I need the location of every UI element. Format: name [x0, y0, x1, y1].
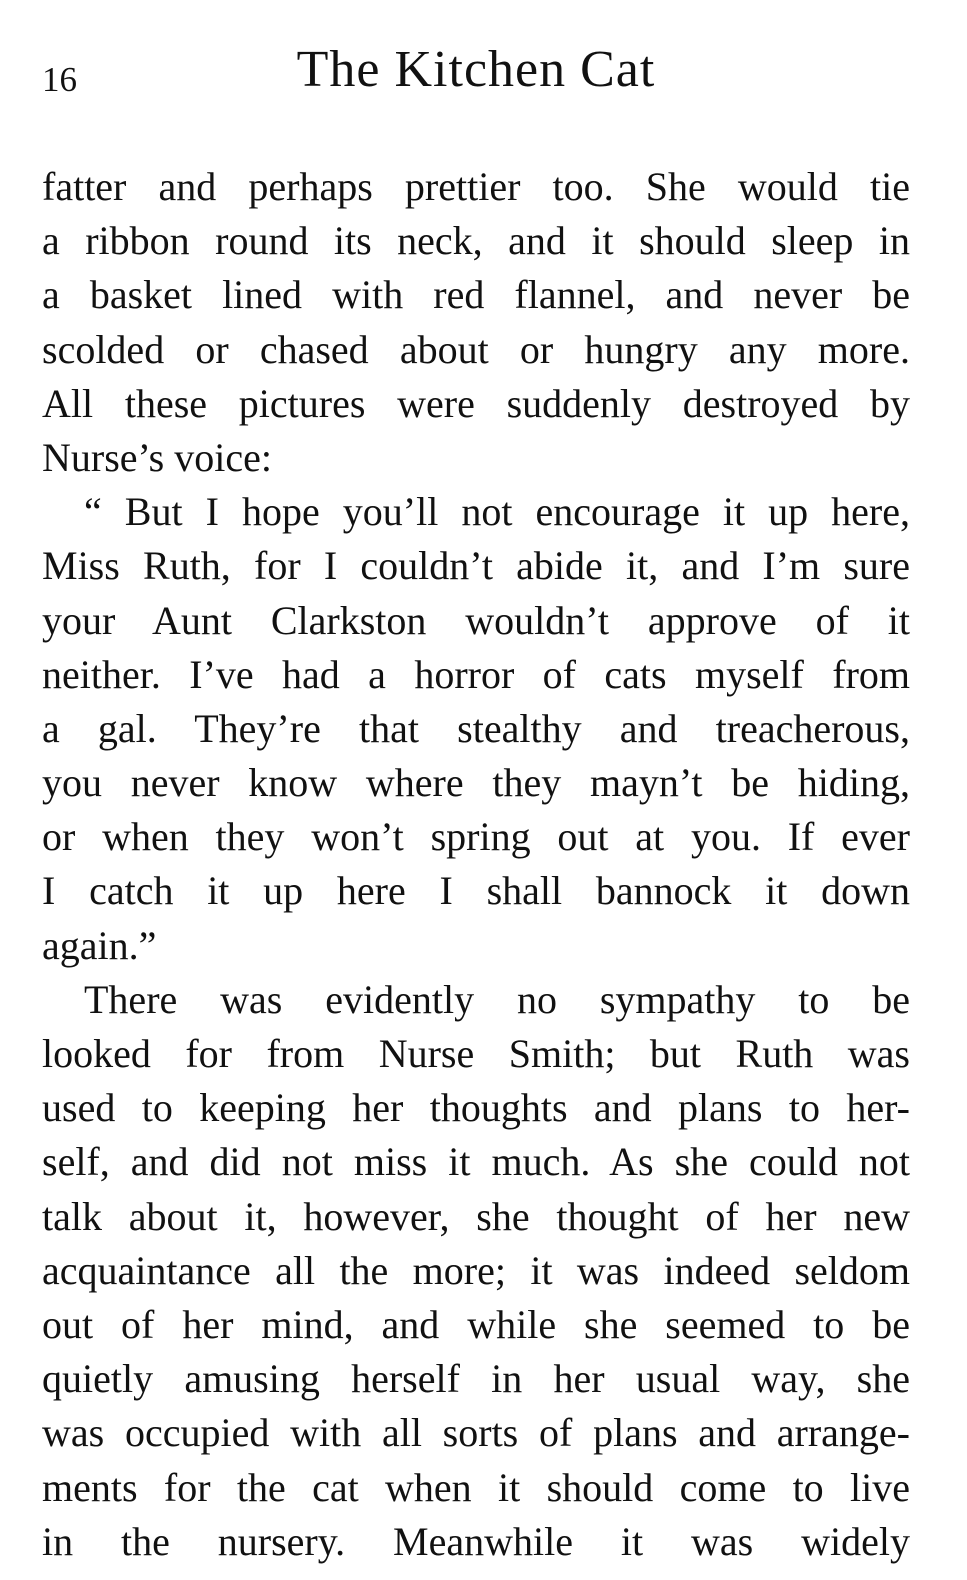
page-header: [42, 30, 910, 108]
text-line: again.”: [42, 922, 157, 968]
running-title: The Kitchen Cat: [296, 41, 656, 98]
text-line: acquaintance all the more; it was indeed seldom: [42, 1247, 910, 1293]
text-line: was occupied with all sorts of plans and arrange-: [42, 1410, 910, 1456]
text-line: scolded or chased about or hungry any more.: [42, 326, 910, 372]
text-line: I catch it up here I shall bannock it down: [42, 868, 910, 914]
text-line: All these pictures were suddenly destroyed by: [42, 380, 910, 426]
text-line: looked for from Nurse Smith; but Ruth was: [42, 1031, 910, 1076]
text-line: Miss Ruth, for I couldn’t abide it, and I’m sure: [42, 543, 910, 589]
text-line: a ribbon round its neck, and it should sleep in: [42, 218, 910, 264]
text-line: used to keeping her thoughts and plans to her-: [42, 1085, 910, 1131]
text-line: you never know where they mayn’t be hiding,: [42, 760, 910, 806]
text-line: or when they won’t spring out at you. If ever: [42, 814, 910, 860]
text-line: out of her mind, and while she seemed to be: [42, 1301, 910, 1347]
text-line: neither. I’ve had a horror of cats myself from: [42, 651, 910, 697]
text-line: There was evidently no sympathy to be: [84, 976, 910, 1022]
text-line: quietly amusing herself in her usual way, she: [42, 1356, 910, 1402]
text-line: fatter and perhaps prettier too. She would tie: [42, 164, 910, 209]
text-line: ments for the cat when it should come to live: [42, 1464, 910, 1510]
book-page: [42, 30, 910, 1569]
text-line: talk about it, however, she thought of her new: [42, 1193, 910, 1239]
text-line: a basket lined with red flannel, and never be: [42, 272, 910, 318]
text-line: Nurse’s voice:: [42, 434, 272, 480]
text-line: “ But I hope you’ll not encourage it up here,: [84, 489, 910, 535]
body-text: [42, 160, 910, 1569]
page-number: 16: [42, 60, 77, 99]
text-line: self, and did not miss it much. As she could not: [42, 1139, 910, 1185]
text-line: in the nursery. Meanwhile it was widely: [42, 1518, 910, 1564]
text-line: your Aunt Clarkston wouldn’t approve of it: [42, 597, 910, 643]
text-line: a gal. They’re that stealthy and treacherous,: [42, 705, 910, 751]
